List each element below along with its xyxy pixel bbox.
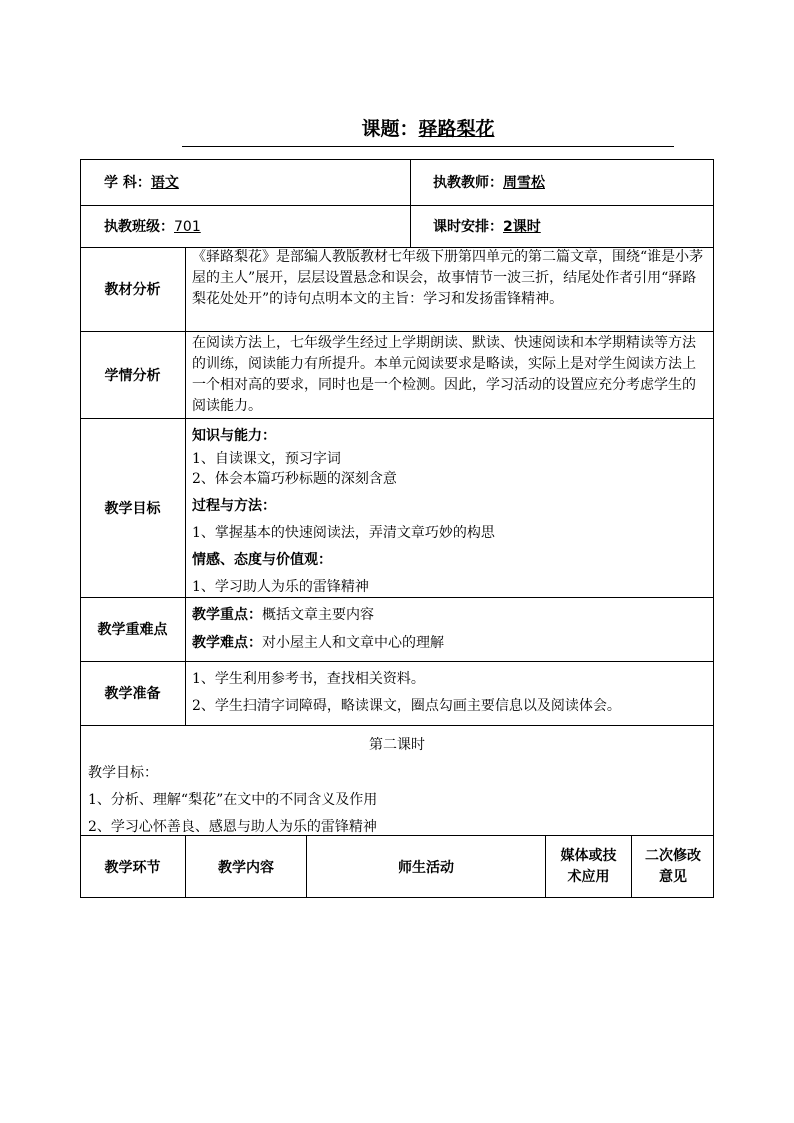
goal-heading-attitude: 情感、态度与价值观： <box>192 552 332 568</box>
class-field: 执教班级：701 <box>104 219 201 235</box>
subject-field: 学 科：语文 <box>104 175 179 191</box>
class-value: 701 <box>174 219 201 235</box>
page-title: 课题：驿路梨花 <box>182 114 674 147</box>
student-analysis-text: 在阅读方法上，七年级学生经过上学期朗读、默读、快速阅读和本学期精读等方法的训练，阅读能力有所提升。本单元阅读要求是略读，实际上是对学生阅读方法上一个相对高的要求，同时也是一个检测。因此，学习活动的设置应充分考虑学生的阅读能力。 <box>192 335 696 414</box>
goal-item: 2、体会本篇巧秒标题的深刻含意 <box>192 471 397 487</box>
teaching-goals-label: 教学目标 <box>104 500 161 517</box>
preparation-item: 2、学生扫清字词障碍，略读课文，圈点勾画主要信息以及阅读体会。 <box>192 698 621 714</box>
key-point-difficulty: 教学难点：对小屋主人和文章中心的理解 <box>192 635 444 651</box>
second-lesson-title: 第二课时 <box>369 737 425 753</box>
teacher-value: 周雪松 <box>503 175 545 191</box>
goal-item: 1、掌握基本的快速阅读法，弄清文章巧妙的构思 <box>192 525 495 541</box>
material-analysis-label: 教材分析 <box>104 282 161 298</box>
column-header-revision: 二次修改 意见 <box>645 847 701 885</box>
preparation-item: 1、学生利用参考书，查找相关资料。 <box>192 671 425 687</box>
material-analysis-text: 《驿路梨花》是部编人教版教材七年级下册第四单元的第二篇文章，围绕“谁是小茅屋的主人”展开，层层设置悬念和误会，故事情节一波三折，结尾处作者引用“驿路梨花处处开”的诗句点明本文的主旨：学习和发扬雷锋精神。 <box>192 249 704 307</box>
second-lesson-goal: 1、分析、理解“梨花”在文中的不同含义及作用 <box>88 792 378 808</box>
column-header-activities: 师生活动 <box>398 859 454 876</box>
preparation-label: 教学准备 <box>104 686 161 702</box>
schedule-value: 2课时 <box>503 219 541 235</box>
lesson-title: 驿路梨花 <box>418 118 495 140</box>
second-lesson-goal-label: 教学目标： <box>88 765 158 781</box>
key-point-focus: 教学重点：概括文章主要内容 <box>192 607 374 623</box>
second-lesson-goal: 2、学习心怀善良、感恩与助人为乐的雷锋精神 <box>88 819 377 835</box>
goal-item: 1、学习助人为乐的雷锋精神 <box>192 579 369 595</box>
key-points-label: 教学重难点 <box>97 622 168 638</box>
teacher-field: 执教教师：周雪松 <box>433 175 545 191</box>
goal-item: 1、自读课文，预习字词 <box>192 451 341 467</box>
student-analysis-label: 学情分析 <box>104 367 161 384</box>
schedule-field: 课时安排：2课时 <box>433 219 541 235</box>
goal-heading-knowledge: 知识与能力： <box>192 428 276 444</box>
column-header-media: 媒体或技 术应用 <box>560 847 617 885</box>
column-header-stage: 教学环节 <box>104 859 161 876</box>
column-header-content: 教学内容 <box>218 859 274 876</box>
goal-heading-process: 过程与方法： <box>192 498 276 514</box>
subject-value: 语文 <box>150 175 179 191</box>
